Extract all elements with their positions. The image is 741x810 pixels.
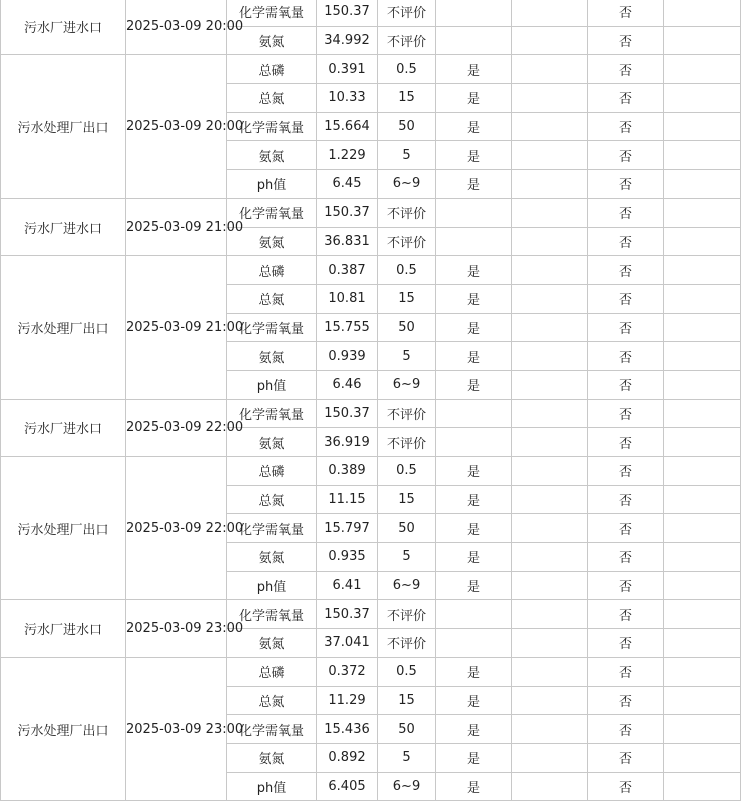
param-cell: 总氮 (227, 84, 317, 113)
time-cell: 2025-03-09 22:00 (126, 457, 227, 600)
exceed-cell: 否 (588, 256, 664, 285)
exceed-cell: 否 (588, 686, 664, 715)
empty-cell (512, 112, 588, 141)
compliant-cell (436, 600, 512, 629)
empty-cell (664, 457, 741, 486)
site-cell: 污水厂进水口 (1, 399, 126, 456)
value-cell: 36.831 (317, 227, 378, 256)
value-cell: 0.372 (317, 657, 378, 686)
limit-cell: 15 (378, 284, 436, 313)
exceed-cell: 否 (588, 657, 664, 686)
table-row (1, 657, 741, 686)
param-cell: 氨氮 (227, 26, 317, 55)
param-cell: ph值 (227, 370, 317, 399)
empty-cell (664, 227, 741, 256)
limit-cell: 50 (378, 514, 436, 543)
site-cell: 污水处理厂出口 (1, 657, 126, 800)
param-cell: ph值 (227, 571, 317, 600)
empty-cell (664, 571, 741, 600)
param-cell: 化学需氧量 (227, 600, 317, 629)
value-cell: 0.892 (317, 743, 378, 772)
empty-cell (664, 26, 741, 55)
empty-cell (512, 772, 588, 801)
value-cell: 15.755 (317, 313, 378, 342)
empty-cell (512, 55, 588, 84)
site-cell: 污水厂进水口 (1, 198, 126, 255)
exceed-cell: 否 (588, 313, 664, 342)
value-cell: 15.797 (317, 514, 378, 543)
value-cell: 6.41 (317, 571, 378, 600)
limit-cell: 不评价 (378, 198, 436, 227)
exceed-cell: 否 (588, 543, 664, 572)
param-cell: 总氮 (227, 686, 317, 715)
empty-cell (664, 284, 741, 313)
compliant-cell: 是 (436, 772, 512, 801)
empty-cell (664, 543, 741, 572)
empty-cell (512, 256, 588, 285)
empty-cell (664, 428, 741, 457)
exceed-cell: 否 (588, 772, 664, 801)
param-cell: 总磷 (227, 657, 317, 686)
value-cell: 6.46 (317, 370, 378, 399)
empty-cell (664, 686, 741, 715)
value-cell: 0.935 (317, 543, 378, 572)
table-row (1, 457, 741, 486)
empty-cell (512, 514, 588, 543)
compliant-cell: 是 (436, 543, 512, 572)
compliant-cell: 是 (436, 485, 512, 514)
empty-cell (512, 313, 588, 342)
compliant-cell (436, 399, 512, 428)
empty-cell (512, 571, 588, 600)
param-cell: 化学需氧量 (227, 198, 317, 227)
time-cell: 2025-03-09 20:00 (126, 55, 227, 198)
empty-cell (512, 0, 588, 26)
value-cell: 150.37 (317, 198, 378, 227)
exceed-cell: 否 (588, 428, 664, 457)
empty-cell (512, 600, 588, 629)
param-cell: 化学需氧量 (227, 715, 317, 744)
limit-cell: 不评价 (378, 600, 436, 629)
compliant-cell: 是 (436, 313, 512, 342)
exceed-cell: 否 (588, 571, 664, 600)
exceed-cell: 否 (588, 342, 664, 371)
site-cell: 污水处理厂出口 (1, 55, 126, 198)
empty-cell (512, 170, 588, 199)
exceed-cell: 否 (588, 457, 664, 486)
empty-cell (512, 629, 588, 658)
table-row (1, 399, 741, 428)
compliant-cell: 是 (436, 657, 512, 686)
exceed-cell: 否 (588, 629, 664, 658)
limit-cell: 0.5 (378, 657, 436, 686)
exceed-cell: 否 (588, 141, 664, 170)
limit-cell: 不评价 (378, 629, 436, 658)
limit-cell: 6~9 (378, 772, 436, 801)
empty-cell (512, 715, 588, 744)
table-row (1, 55, 741, 84)
compliant-cell: 是 (436, 342, 512, 371)
value-cell: 15.664 (317, 112, 378, 141)
limit-cell: 0.5 (378, 457, 436, 486)
limit-cell: 6~9 (378, 170, 436, 199)
exceed-cell: 否 (588, 84, 664, 113)
limit-cell: 50 (378, 715, 436, 744)
value-cell: 150.37 (317, 399, 378, 428)
site-cell: 污水处理厂出口 (1, 256, 126, 399)
empty-cell (664, 399, 741, 428)
limit-cell: 不评价 (378, 399, 436, 428)
param-cell: ph值 (227, 772, 317, 801)
value-cell: 15.436 (317, 715, 378, 744)
value-cell: 10.81 (317, 284, 378, 313)
compliant-cell: 是 (436, 84, 512, 113)
empty-cell (512, 686, 588, 715)
compliant-cell (436, 227, 512, 256)
compliant-cell: 是 (436, 457, 512, 486)
empty-cell (664, 198, 741, 227)
param-cell: 氨氮 (227, 543, 317, 572)
exceed-cell: 否 (588, 715, 664, 744)
table-row (1, 198, 741, 227)
value-cell: 150.37 (317, 0, 378, 26)
empty-cell (512, 485, 588, 514)
limit-cell: 0.5 (378, 55, 436, 84)
compliant-cell (436, 26, 512, 55)
param-cell: 总氮 (227, 284, 317, 313)
empty-cell (664, 657, 741, 686)
empty-cell (664, 170, 741, 199)
empty-cell (512, 26, 588, 55)
value-cell: 0.389 (317, 457, 378, 486)
limit-cell: 5 (378, 342, 436, 371)
param-cell: 化学需氧量 (227, 399, 317, 428)
empty-cell (664, 55, 741, 84)
site-cell: 污水厂进水口 (1, 600, 126, 657)
empty-cell (664, 370, 741, 399)
empty-cell (664, 0, 741, 26)
compliant-cell: 是 (436, 370, 512, 399)
exceed-cell: 否 (588, 227, 664, 256)
limit-cell: 不评价 (378, 227, 436, 256)
empty-cell (512, 743, 588, 772)
value-cell: 1.229 (317, 141, 378, 170)
site-cell: 污水处理厂出口 (1, 457, 126, 600)
limit-cell: 50 (378, 313, 436, 342)
empty-cell (664, 743, 741, 772)
table-row (1, 0, 741, 26)
param-cell: ph值 (227, 170, 317, 199)
empty-cell (664, 342, 741, 371)
empty-cell (664, 112, 741, 141)
limit-cell: 6~9 (378, 370, 436, 399)
time-cell: 2025-03-09 20:00 (126, 0, 227, 55)
empty-cell (664, 141, 741, 170)
exceed-cell: 否 (588, 112, 664, 141)
value-cell: 34.992 (317, 26, 378, 55)
empty-cell (512, 657, 588, 686)
exceed-cell: 否 (588, 26, 664, 55)
exceed-cell: 否 (588, 743, 664, 772)
value-cell: 0.391 (317, 55, 378, 84)
compliant-cell: 是 (436, 55, 512, 84)
empty-cell (512, 141, 588, 170)
compliant-cell (436, 0, 512, 26)
time-cell: 2025-03-09 23:00 (126, 600, 227, 657)
exceed-cell: 否 (588, 55, 664, 84)
empty-cell (664, 629, 741, 658)
limit-cell: 不评价 (378, 26, 436, 55)
limit-cell: 5 (378, 743, 436, 772)
empty-cell (664, 84, 741, 113)
value-cell: 11.15 (317, 485, 378, 514)
time-cell: 2025-03-09 21:00 (126, 256, 227, 399)
param-cell: 氨氮 (227, 227, 317, 256)
time-cell: 2025-03-09 22:00 (126, 399, 227, 456)
param-cell: 氨氮 (227, 342, 317, 371)
value-cell: 6.405 (317, 772, 378, 801)
empty-cell (512, 227, 588, 256)
param-cell: 氨氮 (227, 428, 317, 457)
param-cell: 氨氮 (227, 629, 317, 658)
param-cell: 化学需氧量 (227, 514, 317, 543)
compliant-cell (436, 629, 512, 658)
value-cell: 36.919 (317, 428, 378, 457)
value-cell: 150.37 (317, 600, 378, 629)
time-cell: 2025-03-09 21:00 (126, 198, 227, 255)
empty-cell (512, 284, 588, 313)
param-cell: 总磷 (227, 256, 317, 285)
empty-cell (664, 514, 741, 543)
empty-cell (664, 313, 741, 342)
time-cell: 2025-03-09 23:00 (126, 657, 227, 800)
compliant-cell: 是 (436, 571, 512, 600)
limit-cell: 6~9 (378, 571, 436, 600)
empty-cell (512, 342, 588, 371)
limit-cell: 不评价 (378, 428, 436, 457)
value-cell: 10.33 (317, 84, 378, 113)
empty-cell (512, 428, 588, 457)
limit-cell: 15 (378, 485, 436, 514)
empty-cell (664, 485, 741, 514)
value-cell: 11.29 (317, 686, 378, 715)
exceed-cell: 否 (588, 485, 664, 514)
empty-cell (512, 198, 588, 227)
param-cell: 化学需氧量 (227, 0, 317, 26)
empty-cell (664, 715, 741, 744)
param-cell: 化学需氧量 (227, 313, 317, 342)
exceed-cell: 否 (588, 514, 664, 543)
param-cell: 氨氮 (227, 743, 317, 772)
empty-cell (664, 256, 741, 285)
value-cell: 0.939 (317, 342, 378, 371)
compliant-cell: 是 (436, 686, 512, 715)
compliant-cell: 是 (436, 284, 512, 313)
param-cell: 总磷 (227, 457, 317, 486)
limit-cell: 0.5 (378, 256, 436, 285)
table-body (1, 0, 741, 801)
site-cell: 污水厂进水口 (1, 0, 126, 55)
empty-cell (664, 772, 741, 801)
compliant-cell: 是 (436, 112, 512, 141)
compliant-cell: 是 (436, 514, 512, 543)
limit-cell: 5 (378, 141, 436, 170)
exceed-cell: 否 (588, 399, 664, 428)
value-cell: 0.387 (317, 256, 378, 285)
param-cell: 总氮 (227, 485, 317, 514)
compliant-cell: 是 (436, 715, 512, 744)
limit-cell: 15 (378, 84, 436, 113)
exceed-cell: 否 (588, 198, 664, 227)
table-row (1, 256, 741, 285)
limit-cell: 不评价 (378, 0, 436, 26)
limit-cell: 50 (378, 112, 436, 141)
empty-cell (664, 600, 741, 629)
table-row (1, 600, 741, 629)
value-cell: 6.45 (317, 170, 378, 199)
param-cell: 总磷 (227, 55, 317, 84)
exceed-cell: 否 (588, 600, 664, 629)
compliant-cell: 是 (436, 256, 512, 285)
exceed-cell: 否 (588, 370, 664, 399)
empty-cell (512, 399, 588, 428)
compliant-cell (436, 198, 512, 227)
empty-cell (512, 370, 588, 399)
param-cell: 化学需氧量 (227, 112, 317, 141)
limit-cell: 5 (378, 543, 436, 572)
compliant-cell: 是 (436, 170, 512, 199)
empty-cell (512, 84, 588, 113)
exceed-cell: 否 (588, 170, 664, 199)
compliant-cell: 是 (436, 141, 512, 170)
compliant-cell: 是 (436, 743, 512, 772)
exceed-cell: 否 (588, 0, 664, 26)
limit-cell: 15 (378, 686, 436, 715)
value-cell: 37.041 (317, 629, 378, 658)
empty-cell (512, 543, 588, 572)
empty-cell (512, 457, 588, 486)
compliant-cell (436, 428, 512, 457)
exceed-cell: 否 (588, 284, 664, 313)
param-cell: 氨氮 (227, 141, 317, 170)
